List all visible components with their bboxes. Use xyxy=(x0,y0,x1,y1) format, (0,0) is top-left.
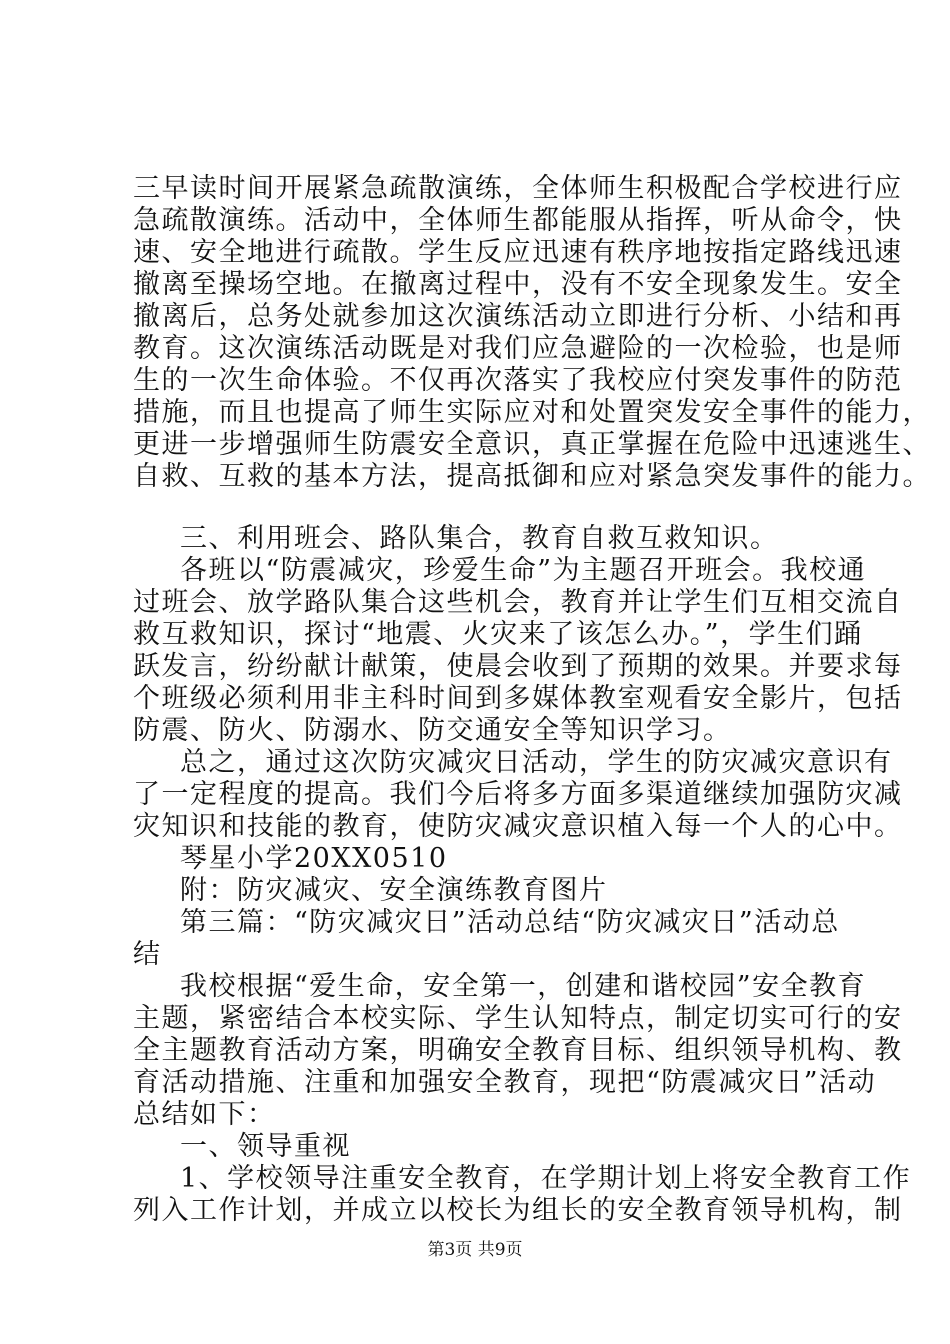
text-line: 主题，紧密结合本校实际、学生认知特点，制定切实可行的安 xyxy=(133,1003,903,1034)
text-line: 1、学校领导注重安全教育，在学期计划上将安全教育工作 xyxy=(180,1163,912,1194)
text-line: 育活动措施、注重和加强安全教育，现把“防震减灾日”活动 xyxy=(133,1067,877,1098)
text-line: 教育。这次演练活动既是对我们应急避险的一次检验，也是师 xyxy=(133,333,903,364)
text-line: 急疏散演练。活动中，全体师生都能服从指挥，听从命令，快 xyxy=(133,205,903,236)
text-line: 个班级必须利用非主科时间到多媒体教室观看安全影片，包括 xyxy=(133,683,903,714)
text-line: 撤离后，总务处就参加这次演练活动立即进行分析、小结和再 xyxy=(133,301,903,332)
section-heading: 三、利用班会、路队集合，教育自救互救知识。 xyxy=(180,523,779,554)
section-heading: 一、领导重视 xyxy=(180,1131,351,1162)
chapter-title: 结 xyxy=(133,939,162,970)
text-line: 自救、互救的基本方法，提高抵御和应对紧急突发事件的能力。 xyxy=(133,461,931,492)
text-line: 全主题教育活动方案，明确安全教育目标、组织领导机构、教 xyxy=(133,1035,903,1066)
text-line: 更进一步增强师生防震安全意识，真正掌握在危险中迅速逃生、 xyxy=(133,429,931,460)
text-line: 撤离至操场空地。在撤离过程中，没有不安全现象发生。安全 xyxy=(133,269,903,300)
text-line: 了一定程度的提高。我们今后将多方面多渠道继续加强防灾减 xyxy=(133,779,903,810)
text-line: 总之，通过这次防灾减灾日活动，学生的防灾减灾意识有 xyxy=(180,747,893,778)
text-line: 总结如下： xyxy=(133,1099,276,1130)
text-line: 过班会、放学路队集合这些机会，教育并让学生们互相交流自 xyxy=(133,587,903,618)
text-line: 措施，而且也提高了师生实际应对和处置突发安全事件的能力， xyxy=(133,397,931,428)
text-line: 速、安全地进行疏散。学生反应迅速有秩序地按指定路线迅速 xyxy=(133,237,903,268)
page-number: 第3页 共9页 xyxy=(427,1240,523,1260)
text-line: 我校根据“爱生命，安全第一，创建和谐校园”安全教育 xyxy=(180,971,867,1002)
attachment-line: 附：防灾减灾、安全演练教育图片 xyxy=(180,875,608,906)
text-line: 防震、防火、防溺水、防交通安全等知识学习。 xyxy=(133,715,732,746)
text-line: 灾知识和技能的教育，使防灾减灾意识植入每一个人的心中。 xyxy=(133,811,903,842)
text-line: 各班以“防震减灾，珍爱生命”为主题召开班会。我校通 xyxy=(180,555,867,586)
signature-line: 琴星小学20XX0510 xyxy=(180,843,448,874)
text-line: 跃发言，纷纷献计献策，使晨会收到了预期的效果。并要求每 xyxy=(133,651,903,682)
text-line: 列入工作计划，并成立以校长为组长的安全教育领导机构，制 xyxy=(133,1195,903,1226)
text-line: 三早读时间开展紧急疏散演练，全体师生积极配合学校进行应 xyxy=(133,173,903,204)
text-line: 救互救知识，探讨“地震、火灾来了该怎么办。”，学生们踊 xyxy=(133,619,863,650)
text-line: 生的一次生命体验。不仅再次落实了我校应付突发事件的防范 xyxy=(133,365,903,396)
chapter-title: 第三篇：“防灾减灾日”活动总结“防灾减灾日”活动总 xyxy=(180,907,840,938)
